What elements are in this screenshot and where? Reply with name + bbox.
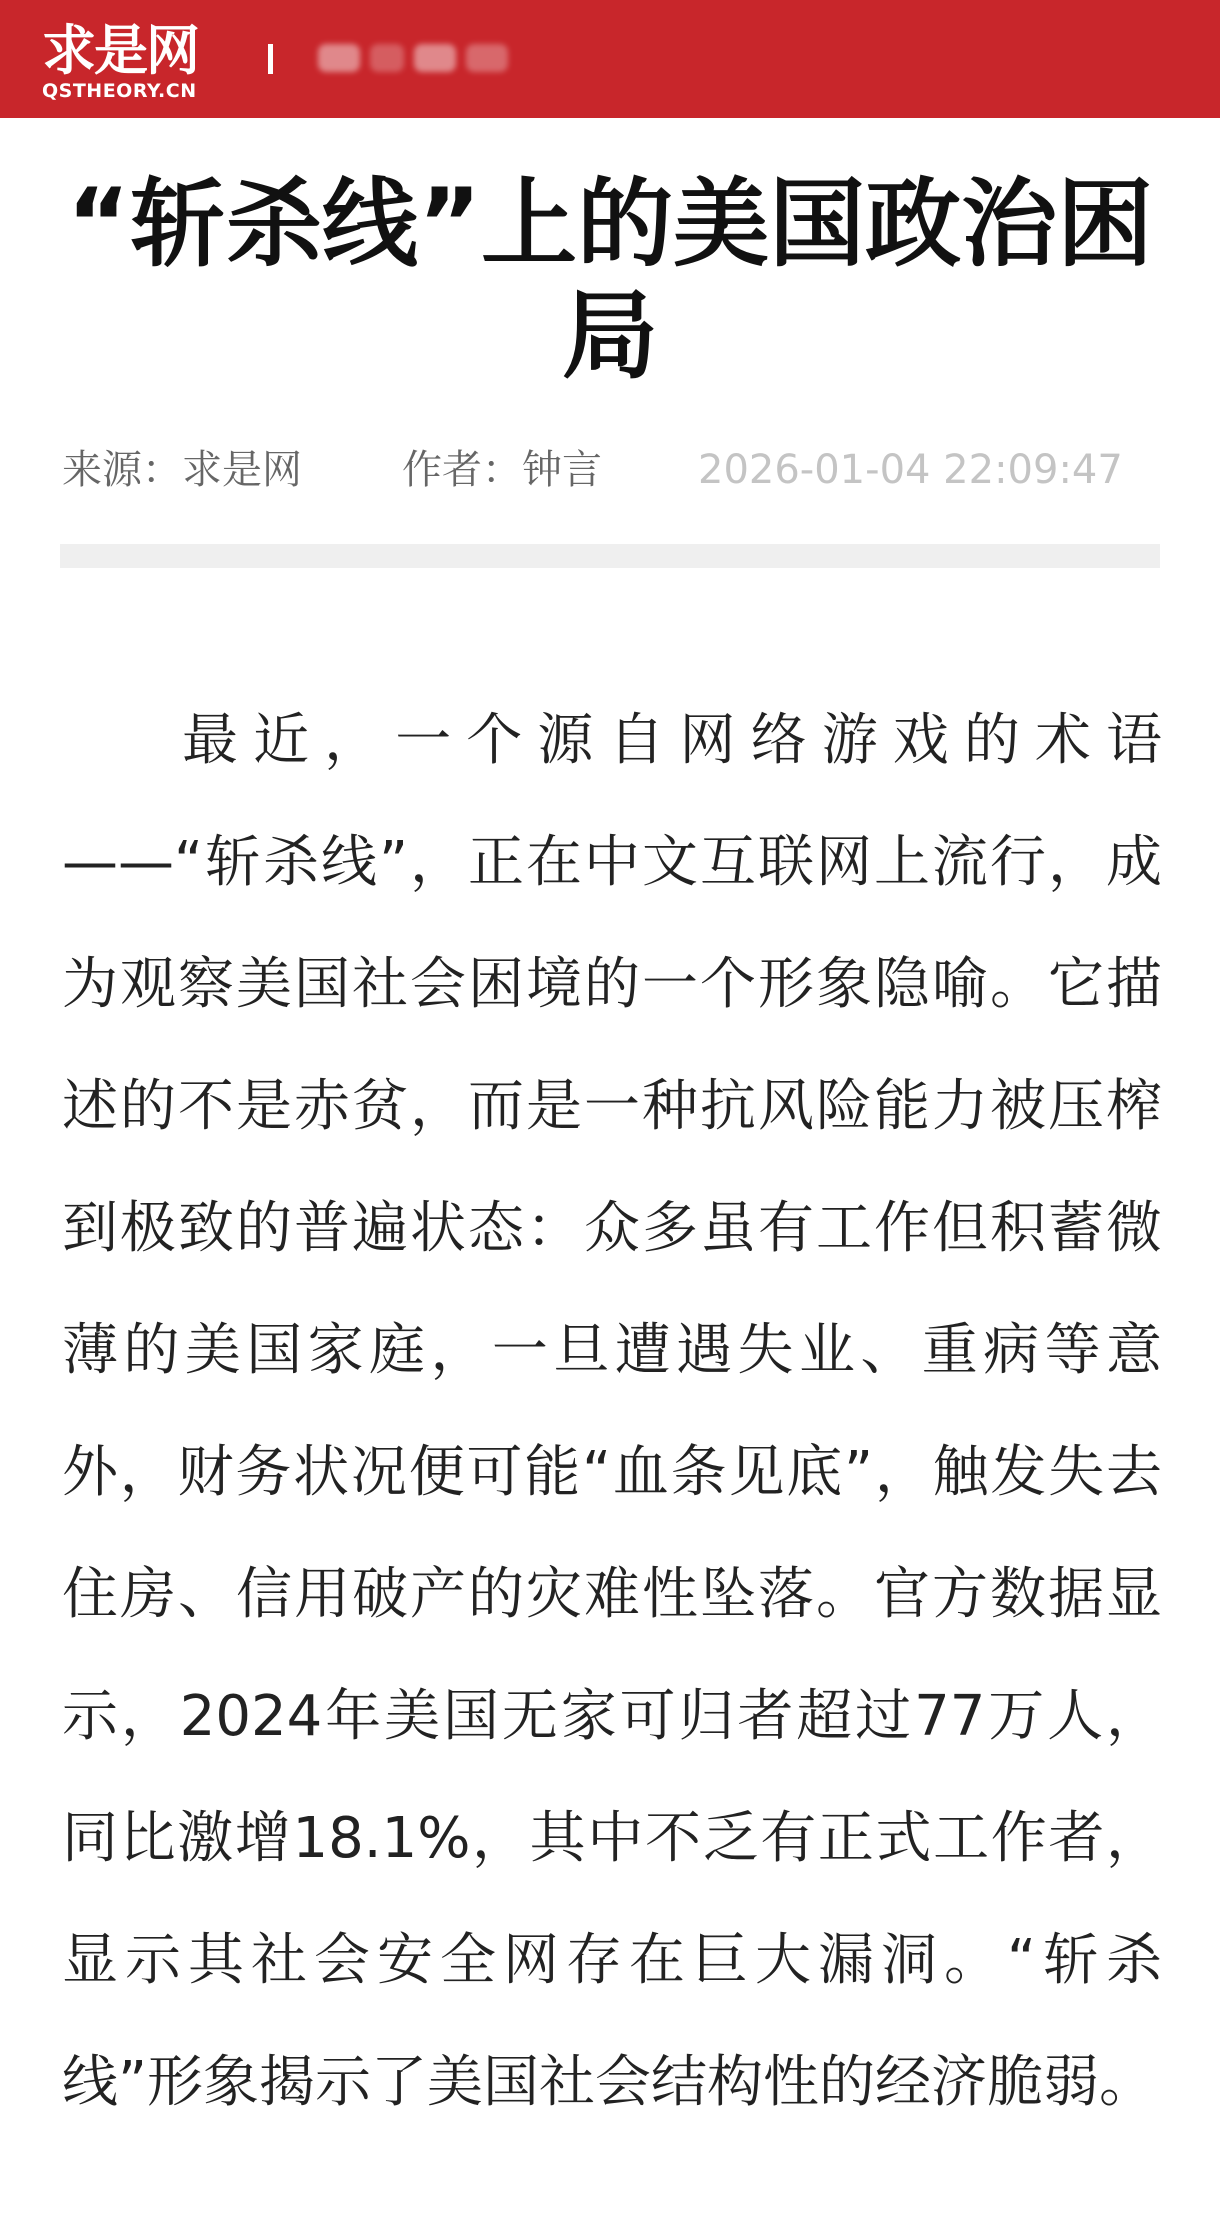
article-datetime: 2026-01-04 22:09:47 <box>698 447 1123 493</box>
site-logo[interactable] <box>42 19 232 112</box>
blurred-glyph <box>414 44 456 72</box>
meta-divider <box>60 544 1160 568</box>
blurred-glyph <box>318 44 360 72</box>
blurred-glyph <box>370 44 404 72</box>
site-header <box>0 0 1220 118</box>
logo-english-text: QSTHEORY.CN <box>42 80 197 102</box>
article-author: 作者：钟言 <box>402 447 602 493</box>
header-blurred-channel-name <box>318 40 588 76</box>
logo-chinese-text: 求是网 <box>42 19 198 82</box>
blurred-glyph <box>466 44 508 72</box>
article-source: 来源：求是网 <box>62 447 302 493</box>
article-meta <box>62 440 1172 500</box>
header-separator <box>268 44 273 74</box>
article-paragraph: 最近，一个源自网络游戏的术语——“斩杀线”，正在中文互联网上流行，成为观察美国社会困境的一个形象隐喻。它描述的不是赤贫，而是一种抗风险能力被压榨到极致的普遍状态：众多虽有工作但积蓄微薄的美国家庭，一旦遭遇失业、重病等意外，财务状况便可能“血条见底”，触发失去住房、信用破产的灾难性坠落。官方数据显示，2024年美国无家可归者超过77万人，同比激增18.1%，其中不乏有正式工作者，显示其社会安全网存在巨大漏洞。“斩杀线”形象揭示了美国社会结构性的经济脆弱。 <box>62 708 1162 2115</box>
article-title: “斩杀线”上的美国政治困局 <box>66 168 1154 392</box>
